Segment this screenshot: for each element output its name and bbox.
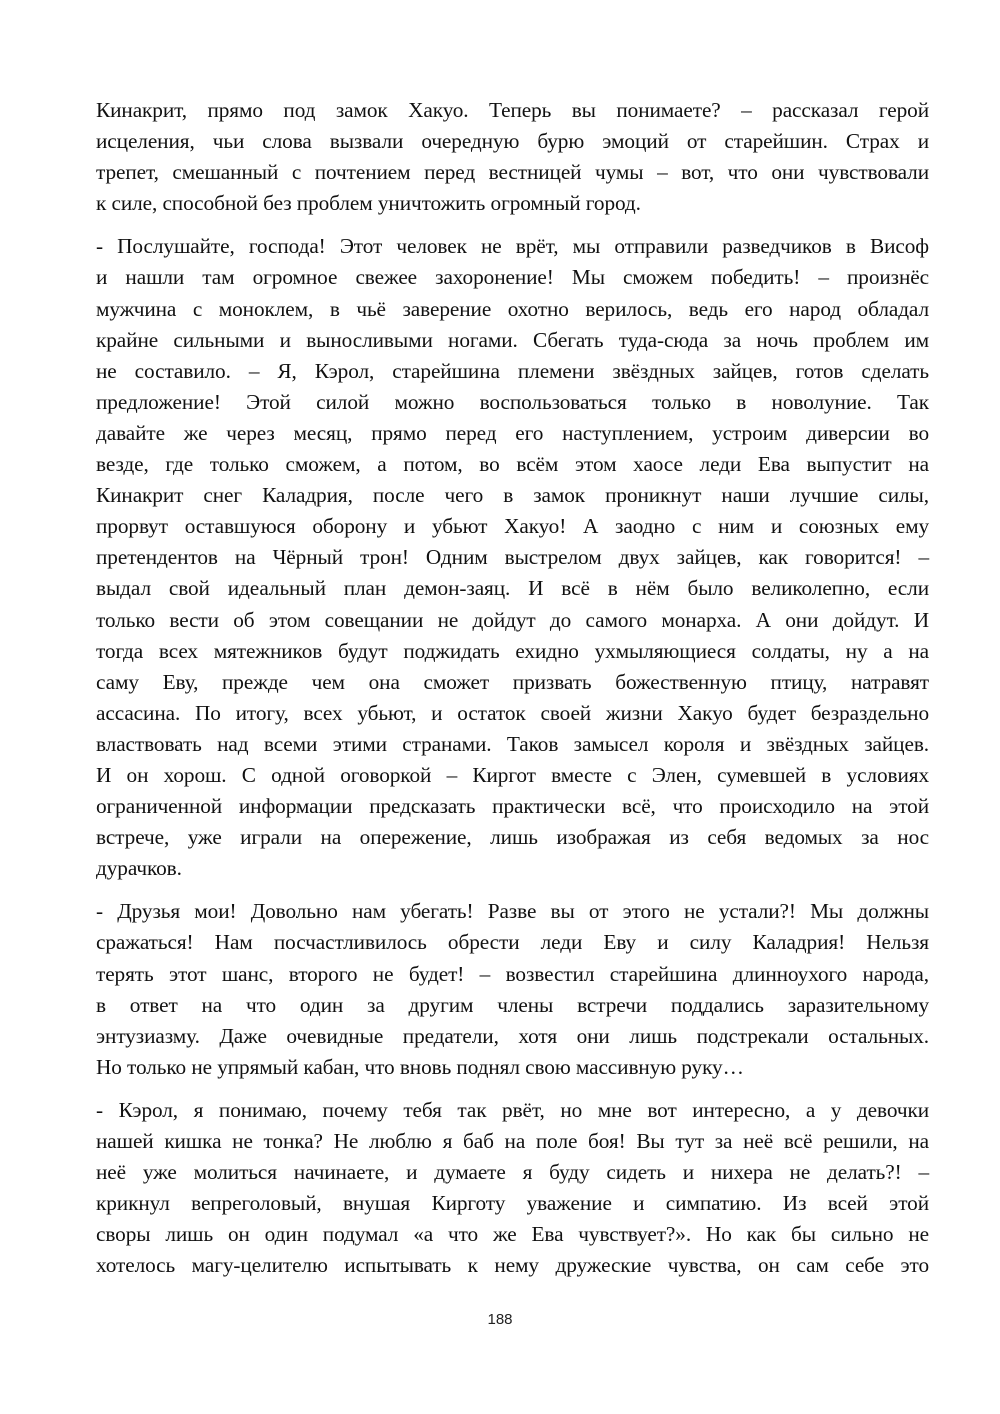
- text-line: тогда всех мятежников будут поджидать ехидно ухмыляющиеся солдаты, ну а на: [96, 638, 929, 663]
- text-line: встрече, уже играли на опережение, лишь изображая из себя ведомых за нос: [96, 825, 929, 850]
- paragraph-3: [96, 896, 929, 1083]
- text-line: крайне сильными и выносливыми ногами. Сбегать туда-сюда за ночь проблем им: [96, 327, 929, 352]
- page-number: 188: [487, 1311, 513, 1328]
- text-line: терять этот шанс, второго не будет! – возвестил старейшина длинноухого народа,: [96, 961, 929, 986]
- text-line: Кинакрит, прямо под замок Хакуо. Теперь вы понимаете? – рассказал герой: [96, 98, 929, 122]
- paragraph-4: [96, 1095, 929, 1282]
- text-line: - Друзья мои! Довольно нам убегать! Разве вы от этого не устали?! Мы должны: [96, 899, 929, 924]
- text-line: дурачков.: [96, 856, 182, 881]
- text-line: - Кэрол, я понимаю, почему тебя так рвёт, но мне вот интересно, а у девочки: [96, 1097, 929, 1122]
- text-line: только вести об этом совещании не дойдут до самого монарха. А они дойдут. И: [96, 607, 929, 632]
- text-line: везде, где только сможем, а потом, во всём этом хаосе леди Ева выпустит на: [96, 452, 929, 477]
- text-line: исцеления, чьи слова вызвали очередную бурю эмоций от старейшин. Страх и: [96, 129, 929, 154]
- text-line: не составило. – Я, Кэрол, старейшина племени звёздных зайцев, готов сделать: [96, 358, 929, 383]
- document-page: [96, 95, 929, 1293]
- text-line: трепет, смешанный с почтением перед вестницей чумы – вот, что они чувствовали: [96, 160, 929, 185]
- text-line: нашей кишка не тонка? Не люблю я баб на поле боя! Вы тут за неё всё решили, на: [96, 1129, 929, 1153]
- text-line: - Послушайте, господа! Этот человек не врёт, мы отправили разведчиков в Висоф: [96, 234, 929, 259]
- text-line: к силе, способной без проблем уничтожить огромный город.: [96, 191, 641, 216]
- text-line: И он хорош. С одной оговоркой – Киргот вместе с Элен, сумевшей в условиях: [96, 762, 929, 787]
- text-line: Кинакрит снег Каладрия, после чего в замок проникнут наши лучшие силы,: [96, 483, 929, 508]
- text-line: саму Еву, прежде чем она сможет призвать божественную птицу, натравят: [96, 669, 929, 694]
- text-line: давайте же через месяц, прямо перед его наступлением, устроим диверсии во: [96, 420, 929, 445]
- text-line: и нашли там огромное свежее захоронение! Мы сможем победить! – произнёс: [96, 265, 929, 290]
- text-line: энтузиазму. Даже очевидные предатели, хотя они лишь подстрекали остальных.: [96, 1023, 929, 1048]
- paragraph-2: [96, 231, 929, 884]
- text-line: прорвут оставшуюся оборону и убьют Хакуо! А заодно с ним и союзных ему: [96, 514, 929, 539]
- text-line: претендентов на Чёрный трон! Одним выстрелом двух зайцев, как говорится! –: [96, 545, 929, 570]
- text-line: своры лишь он один подумал «а что же Ева чувствует?». Но как бы сильно не: [96, 1222, 929, 1247]
- text-line: Но только не упрямый кабан, что вновь поднял свою массивную руку…: [96, 1054, 744, 1079]
- text-line: крикнул вепреголовый, внушая Кирготу уважение и симпатию. Из всей этой: [96, 1191, 929, 1216]
- text-line: предложение! Этой силой можно воспользоваться только в новолуние. Так: [96, 389, 929, 414]
- text-line: сражаться! Нам посчастливилось обрести леди Еву и силу Каладрия! Нельзя: [96, 930, 929, 955]
- text-line: мужчина с моноклем, в чьё заверение охотно верилось, ведь его народ обладал: [96, 296, 929, 321]
- text-line: неё уже молиться начинаете, и думаете я буду сидеть и нихера не делать?! –: [96, 1160, 929, 1185]
- paragraph-1: [96, 95, 929, 219]
- text-line: в ответ на что один за другим члены встречи поддались заразительному: [96, 992, 929, 1017]
- text-line: ассасина. По итогу, всех убьют, и остаток своей жизни Хакуо будет безраздельно: [96, 700, 929, 725]
- text-line: властвовать над всеми этими странами. Таков замысел короля и звёздных зайцев.: [96, 731, 929, 756]
- text-line: выдал свой идеальный план демон-заяц. И всё в нём было великолепно, если: [96, 576, 929, 601]
- text-line: ограниченной информации предсказать практически всё, что происходило на этой: [96, 794, 929, 819]
- text-line: хотелось магу-целителю испытывать к нему дружеские чувства, он сам себе это: [96, 1253, 929, 1278]
